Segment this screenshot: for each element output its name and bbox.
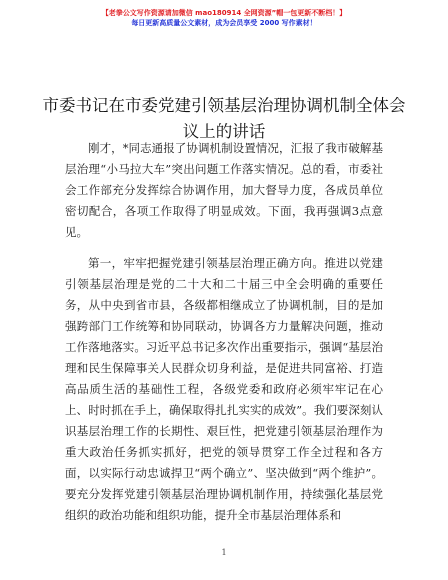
promo-banner-line-2: 每日更新高质量公文素材，成为会员享受 2000 写作素材！ bbox=[131, 19, 317, 27]
body-paragraph-1: 刚才，*同志通报了协调机制设置情况，汇报了我市破解基层治理“小马拉大车”突出问题工作落实情况。总的看，市委社会工作部充分发挥综合协调作用，加大督导力度，各成员单位密切配合，各项工作取得了明显成效。下面，我再强调3点意见。 bbox=[65, 141, 383, 239]
promo-banner bbox=[0, 8, 448, 28]
document-title: 市委书记在市委党建引领基层治理协调机制全体会议上的讲话 bbox=[42, 96, 406, 142]
page-number: 1 bbox=[221, 548, 227, 557]
document-body bbox=[65, 138, 383, 536]
body-paragraph-2: 第一，牢牢把握党建引领基层治理正确方向。推进以党建引领基层治理是党的二十大和二十届三中全会明确的重要任务，从中央到省市县，各级都相继成立了协调机制，目的是加强跨部门工作统筹和协同联动，协调各方力量解决问题，推动工作落地落实。习近平总书记多次作出重要指示，强调“基层治理和民生保障事关人民群众切身利益，是促进共同富裕、打造高品质生活的基础性工程，各级党委和政府必须牢牢记在心上、时时抓在手上，确保取得扎扎实实的成效”。我们要深刻认识基层治理工作的长期性、艰巨性，把党建引领基层治理作为重大政治任务抓实抓好，把党的领导贯穿工作全过程和各方面，以实际行动忠诚捍卫“两个确立”、坚决做到“两个维护”。要充分发挥党建引领基层治理协调机制作用，持续强化基层党组织的政治功能和组织功能，提升全市基层治理体系和 bbox=[65, 256, 383, 522]
promo-banner-line-1: 【老拳公文写作资源请加微信 mao180914 全网资源”帽一包更新不断档！】 bbox=[101, 9, 347, 17]
